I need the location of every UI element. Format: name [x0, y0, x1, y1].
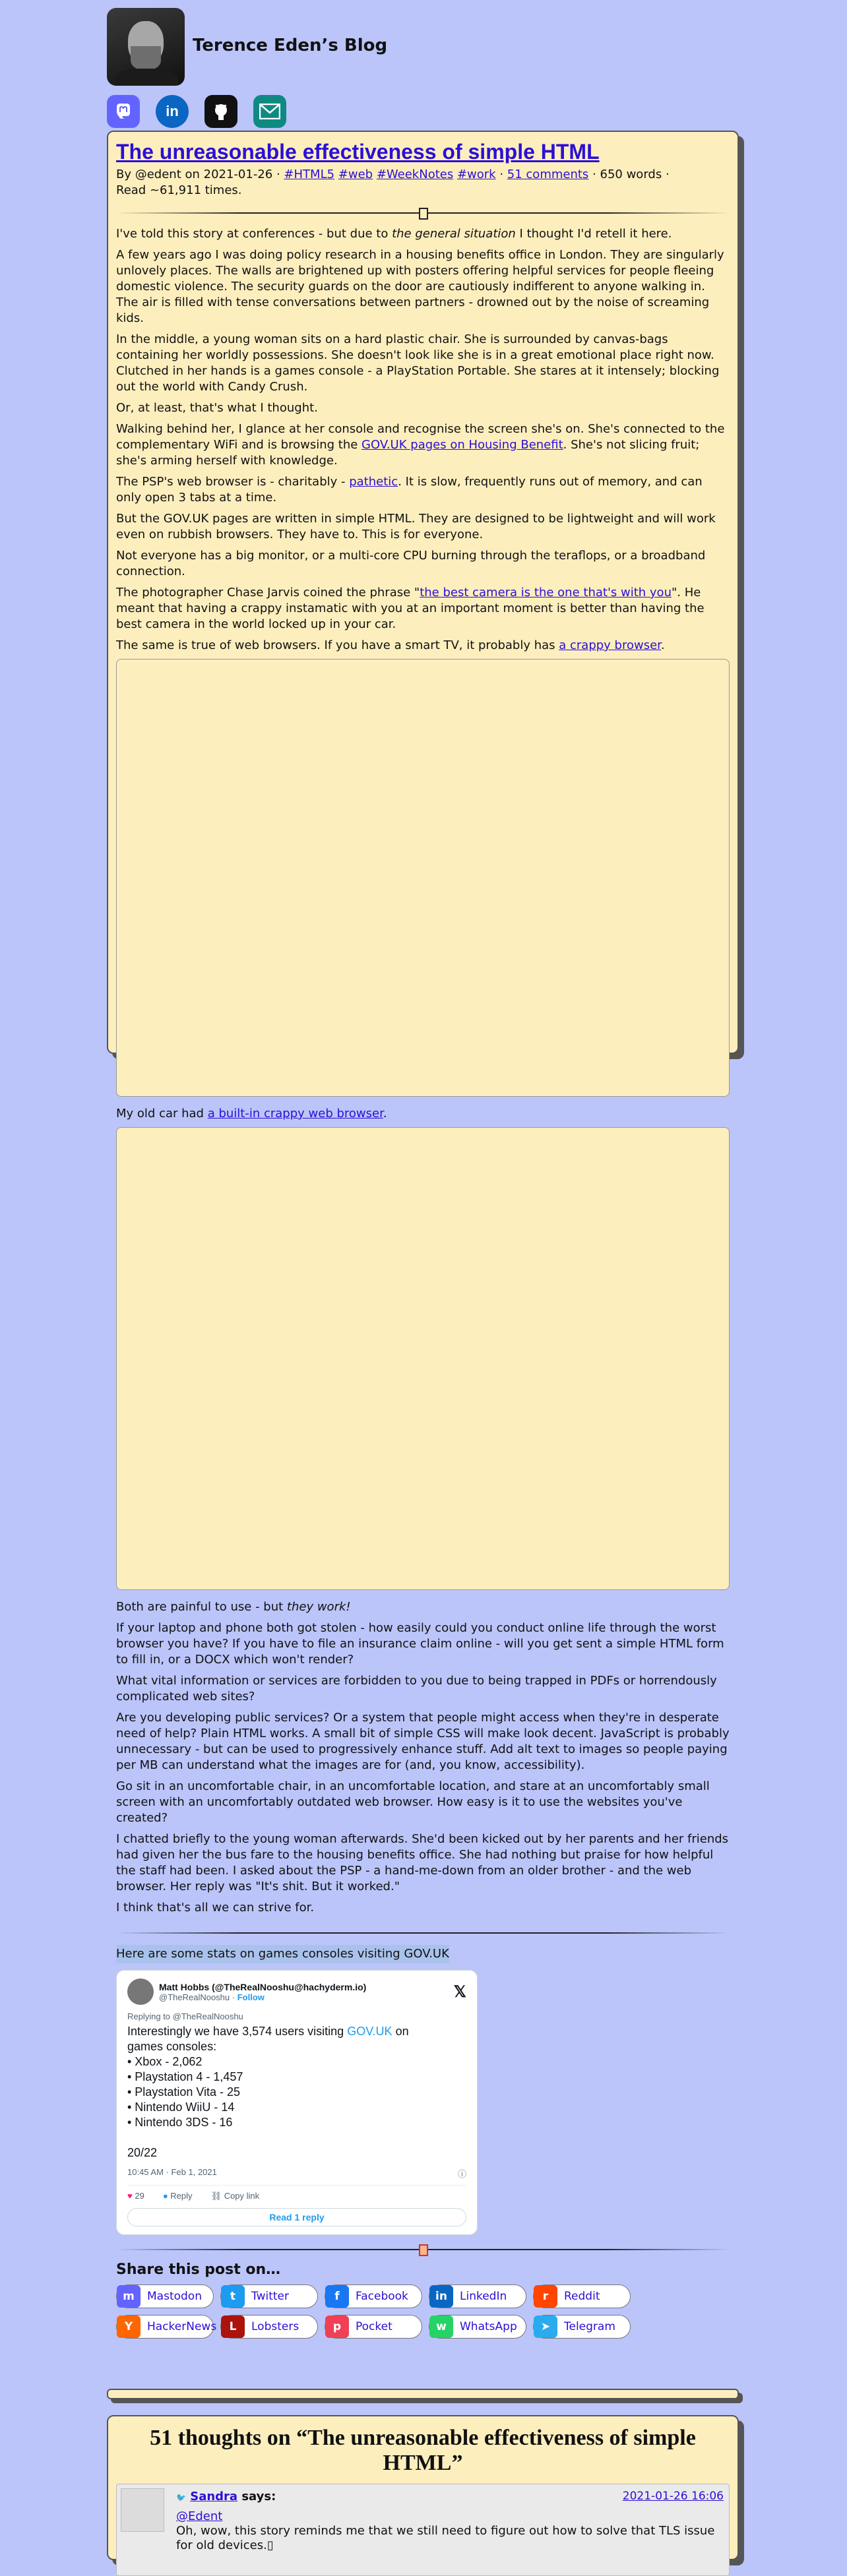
embedded-post-smart-tv[interactable]: [116, 659, 730, 1097]
comment-date-link[interactable]: 2021-01-26 16:06: [622, 2490, 724, 2503]
like-button[interactable]: ♥ 29: [127, 2191, 144, 2201]
comment-mention-link[interactable]: @Edent: [176, 2509, 223, 2523]
telegram-icon: ➤: [534, 2315, 557, 2338]
crappy-browser-link[interactable]: a crappy browser: [559, 638, 661, 652]
follow-button[interactable]: Follow: [237, 1992, 265, 2002]
comments-title: 51 thoughts on “The unreasonable effectiveness of simple HTML”: [150, 2426, 696, 2475]
reddit-icon: r: [534, 2285, 557, 2308]
divider: [116, 1928, 730, 1938]
paragraph: Walking behind her, I glance at her console and recognise the screen she's on. She's connected to the complementary WiFi and is browsing the GOV.UK pages on Housing Benefit. She's not slicing fruit; she's arming herself with knowledge.: [116, 422, 725, 468]
article-meta: By @edent on 2021-01-26 · #HTML5 #web #WeekNotes #work · 51 comments · 650 words · Read ~61,911 times.: [116, 168, 670, 197]
paragraph: If your laptop and phone both got stolen - how easily could you conduct online life through the worst browser you have? If you have to file an insurance claim online - will you get sent a simple HTML form to fill in, or a DOCX which won't render?: [116, 1621, 724, 1667]
divider: [116, 208, 730, 218]
reply-icon: ●: [162, 2191, 168, 2201]
pocket-icon: p: [325, 2315, 349, 2338]
best-camera-link[interactable]: the best camera is the one that's with you: [420, 586, 672, 599]
mastodon-icon[interactable]: [107, 95, 140, 128]
paragraph: I chatted briefly to the young woman afterwards. She'd been kicked out by her parents and her friends had given her the bus fare to the housing benefits office. She had nothing but praise for how helpful the staff had been. I asked about the PSP - a hand-me-down from an older brother - and the web browser. Her reply was "It's shit. But it worked.": [116, 1832, 729, 1893]
tweet-reply-to: Replying to @TheRealNooshu: [127, 2011, 243, 2021]
tweet-list-item: • Xbox - 2,062: [127, 2055, 203, 2068]
mastodon-icon: m: [117, 2285, 141, 2308]
paragraph: I think that's all we can strive for.: [116, 1901, 315, 1915]
site-title[interactable]: Terence Eden’s Blog: [193, 36, 388, 55]
article: [107, 131, 739, 2333]
tag-link[interactable]: #work: [456, 168, 496, 181]
share-facebook-button[interactable]: f Facebook: [325, 2285, 422, 2308]
linkedin-icon[interactable]: in: [156, 95, 189, 128]
paragraph: The PSP's web browser is - charitably - pathetic. It is slow, frequently runs out of memory, and can only open 3 tabs at a time.: [116, 475, 703, 505]
whatsapp-icon: w: [429, 2315, 453, 2338]
tweet-list-item: • Nintendo 3DS - 16: [127, 2116, 233, 2129]
read-reply-button[interactable]: Read 1 reply: [127, 2208, 466, 2226]
word-count: 650 words: [600, 168, 662, 181]
share-title: Share this post on…: [116, 2261, 281, 2278]
tweet-list-item: • Playstation Vita - 25: [127, 2085, 241, 2099]
govuk-link[interactable]: GOV.UK: [347, 2025, 392, 2038]
share-reddit-button[interactable]: r Reddit: [533, 2285, 631, 2308]
social-links: [107, 95, 286, 128]
tweet-avatar[interactable]: [127, 1978, 154, 2005]
author-avatar[interactable]: [107, 8, 185, 86]
comment-text: Oh, wow, this story reminds me that we still need to figure out how to solve that TLS issue for old devices.▯: [176, 2524, 715, 2552]
share-linkedin-button[interactable]: in LinkedIn: [429, 2285, 526, 2308]
share-buttons: [116, 2285, 730, 2339]
tweet-page-count: 20/22: [127, 2146, 158, 2159]
comment-author-link[interactable]: Sandra: [190, 2490, 238, 2503]
paragraph: The same is true of web browsers. If you have a smart TV, it probably has a crappy browser.: [116, 638, 665, 652]
github-icon[interactable]: [204, 95, 237, 128]
commenter-avatar: [121, 2488, 164, 2532]
paragraph: Or, at least, that's what I thought.: [116, 401, 318, 415]
housing-benefit-link[interactable]: GOV.UK pages on Housing Benefit: [361, 438, 563, 452]
stats-heading: Here are some stats on games consoles visiting GOV.UK: [116, 1945, 449, 1963]
tag-link[interactable]: #HTML5: [284, 168, 335, 181]
car-browser-link[interactable]: a built-in crappy web browser: [207, 1107, 383, 1120]
facebook-icon: f: [325, 2285, 349, 2308]
tag-link[interactable]: #WeekNotes: [376, 168, 454, 181]
share-hackernews-button[interactable]: Y HackerNews: [116, 2315, 214, 2339]
share-telegram-button[interactable]: ➤ Telegram: [533, 2315, 631, 2339]
article-title-link[interactable]: The unreasonable effectiveness of simple HTML: [116, 140, 600, 164]
share-twitter-button[interactable]: t Twitter: [220, 2285, 318, 2308]
tag-link[interactable]: #web: [338, 168, 373, 181]
pathetic-link[interactable]: pathetic: [349, 475, 398, 489]
copy-link-button[interactable]: ⛓ Copy link: [210, 2191, 260, 2201]
paragraph: Are you developing public services? Or a system that people might access when they're in desperate need of help? Plain HTML works. A small bit of simple CSS will make look decent. JavaScript is probably unnecessary - but can be used to progressively enhance stuff. Add alt text to images so people paying per MB can understand what the images are for (and, you know, accessibility).: [116, 1711, 730, 1772]
share-mastodon-button[interactable]: m Mastodon: [116, 2285, 214, 2308]
comment-author: 🐦 Sandra says:: [176, 2490, 276, 2503]
reply-button[interactable]: ● Reply: [162, 2191, 193, 2201]
tweet-text: Interestingly we have 3,574 users visiting GOV.UK on games consoles: • Xbox - 2,062 • Playstation 4 - 1,457 • Playstation Vita - 25 • Nintendo WiiU - 14 • Nintendo 3DS - 16 20/22: [127, 2024, 466, 2161]
paragraph: Go sit in an uncomfortable chair, in an uncomfortable location, and stare at an uncomfortably small screen with an uncomfortably outdated web browser. How easy is it to use the websites you've created?: [116, 1779, 710, 1825]
share-whatsapp-button[interactable]: w WhatsApp: [429, 2315, 526, 2339]
comments-link[interactable]: 51 comments: [507, 168, 589, 181]
bird-icon: 🐦: [176, 2493, 186, 2502]
email-icon[interactable]: [253, 95, 286, 128]
paragraph: Both are painful to use - but they work!: [116, 1600, 351, 1614]
paragraph: I've told this story at conferences - but due to the general situation I thought I'd retell it here.: [116, 227, 672, 241]
article-title: [116, 140, 730, 164]
tweet-author-name[interactable]: Matt Hobbs (@TheRealNooshu@hachyderm.io): [159, 1981, 367, 1992]
spacer-bar: [107, 2389, 739, 2399]
share-pocket-button[interactable]: p Pocket: [325, 2315, 422, 2339]
tweet-author-handle[interactable]: @TheRealNooshu: [159, 1992, 230, 2002]
read-count: Read ~61,911 times.: [116, 183, 242, 197]
comment: [116, 2484, 730, 2576]
linkedin-icon: in: [429, 2285, 453, 2308]
comments-section: [107, 2415, 739, 2560]
heart-icon: ♥: [127, 2191, 133, 2201]
paragraph: But the GOV.UK pages are written in simple HTML. They are designed to be lightweight and will work even on rubbish browsers. They have to. This is for everyone.: [116, 512, 716, 541]
site-header: [107, 8, 388, 86]
hackernews-icon: Y: [117, 2315, 141, 2338]
twitter-icon: t: [221, 2285, 245, 2308]
paragraph: My old car had a built-in crappy web browser.: [116, 1107, 387, 1120]
x-logo-icon[interactable]: 𝕏: [453, 1982, 466, 2001]
divider: [116, 2244, 730, 2255]
link-icon: ⛓: [210, 2191, 222, 2201]
tweet-date[interactable]: 10:45 AM · Feb 1, 2021: [127, 2167, 217, 2177]
share-lobsters-button[interactable]: L Lobsters: [220, 2315, 318, 2339]
paragraph: A few years ago I was doing policy research in a housing benefits office in London. They are singularly unlovely places. The walls are brightened up with posters offering helpful services for people fleeing domestic violence. The security guards on the door are cautiously indifferent to anyone walking in. The air is filled with tense conversations between partners - drowned out by the noise of screaming kids.: [116, 248, 724, 325]
paragraph: In the middle, a young woman sits on a hard plastic chair. She is surrounded by canvas-bags containing her worldly possessions. She doesn't look like she is in a great emotional place right now. Clutched in her hands is a games console - a PlayStation Portable. She stares at it intensely; blocking out the world with Candy Crush.: [116, 332, 720, 394]
paragraph: What vital information or services are forbidden to you due to being trapped in PDFs or horrendously complicated web sites?: [116, 1674, 717, 1703]
info-icon[interactable]: ⓘ: [457, 2169, 466, 2179]
embedded-post-car[interactable]: [116, 1127, 730, 1590]
paragraph: The photographer Chase Jarvis coined the phrase "the best camera is the one that's with you". He meant that having a crappy instamatic with you at an important moment is better than having the best camera in the world locked up in your car.: [116, 586, 705, 631]
lobsters-icon: L: [221, 2315, 245, 2338]
tweet-list-item: • Nintendo WiiU - 14: [127, 2101, 235, 2114]
embedded-tweet[interactable]: Matt Hobbs (@TheRealNooshu@hachyderm.io) @TheRealNooshu · Follow 𝕏 Replying to @TheRealNooshu Interestingly we have 3,574 users visiting GOV.UK on games consoles: • Xbox - 2,062 • Playstation 4 - 1,457 • Playstation Vita - 25 • Nintendo WiiU - 14 • Nintendo 3DS - 16 20/22 10:45 AM · Feb 1, 2021 ⓘ ♥ 29 ● Reply ⛓ Copy link Read 1 reply: [116, 1970, 478, 2235]
byline: By @edent on 2021-01-26: [116, 168, 273, 181]
paragraph: Not everyone has a big monitor, or a multi-core CPU burning through the teraflops, or a broadband connection.: [116, 549, 706, 578]
tweet-list-item: • Playstation 4 - 1,457: [127, 2070, 243, 2083]
